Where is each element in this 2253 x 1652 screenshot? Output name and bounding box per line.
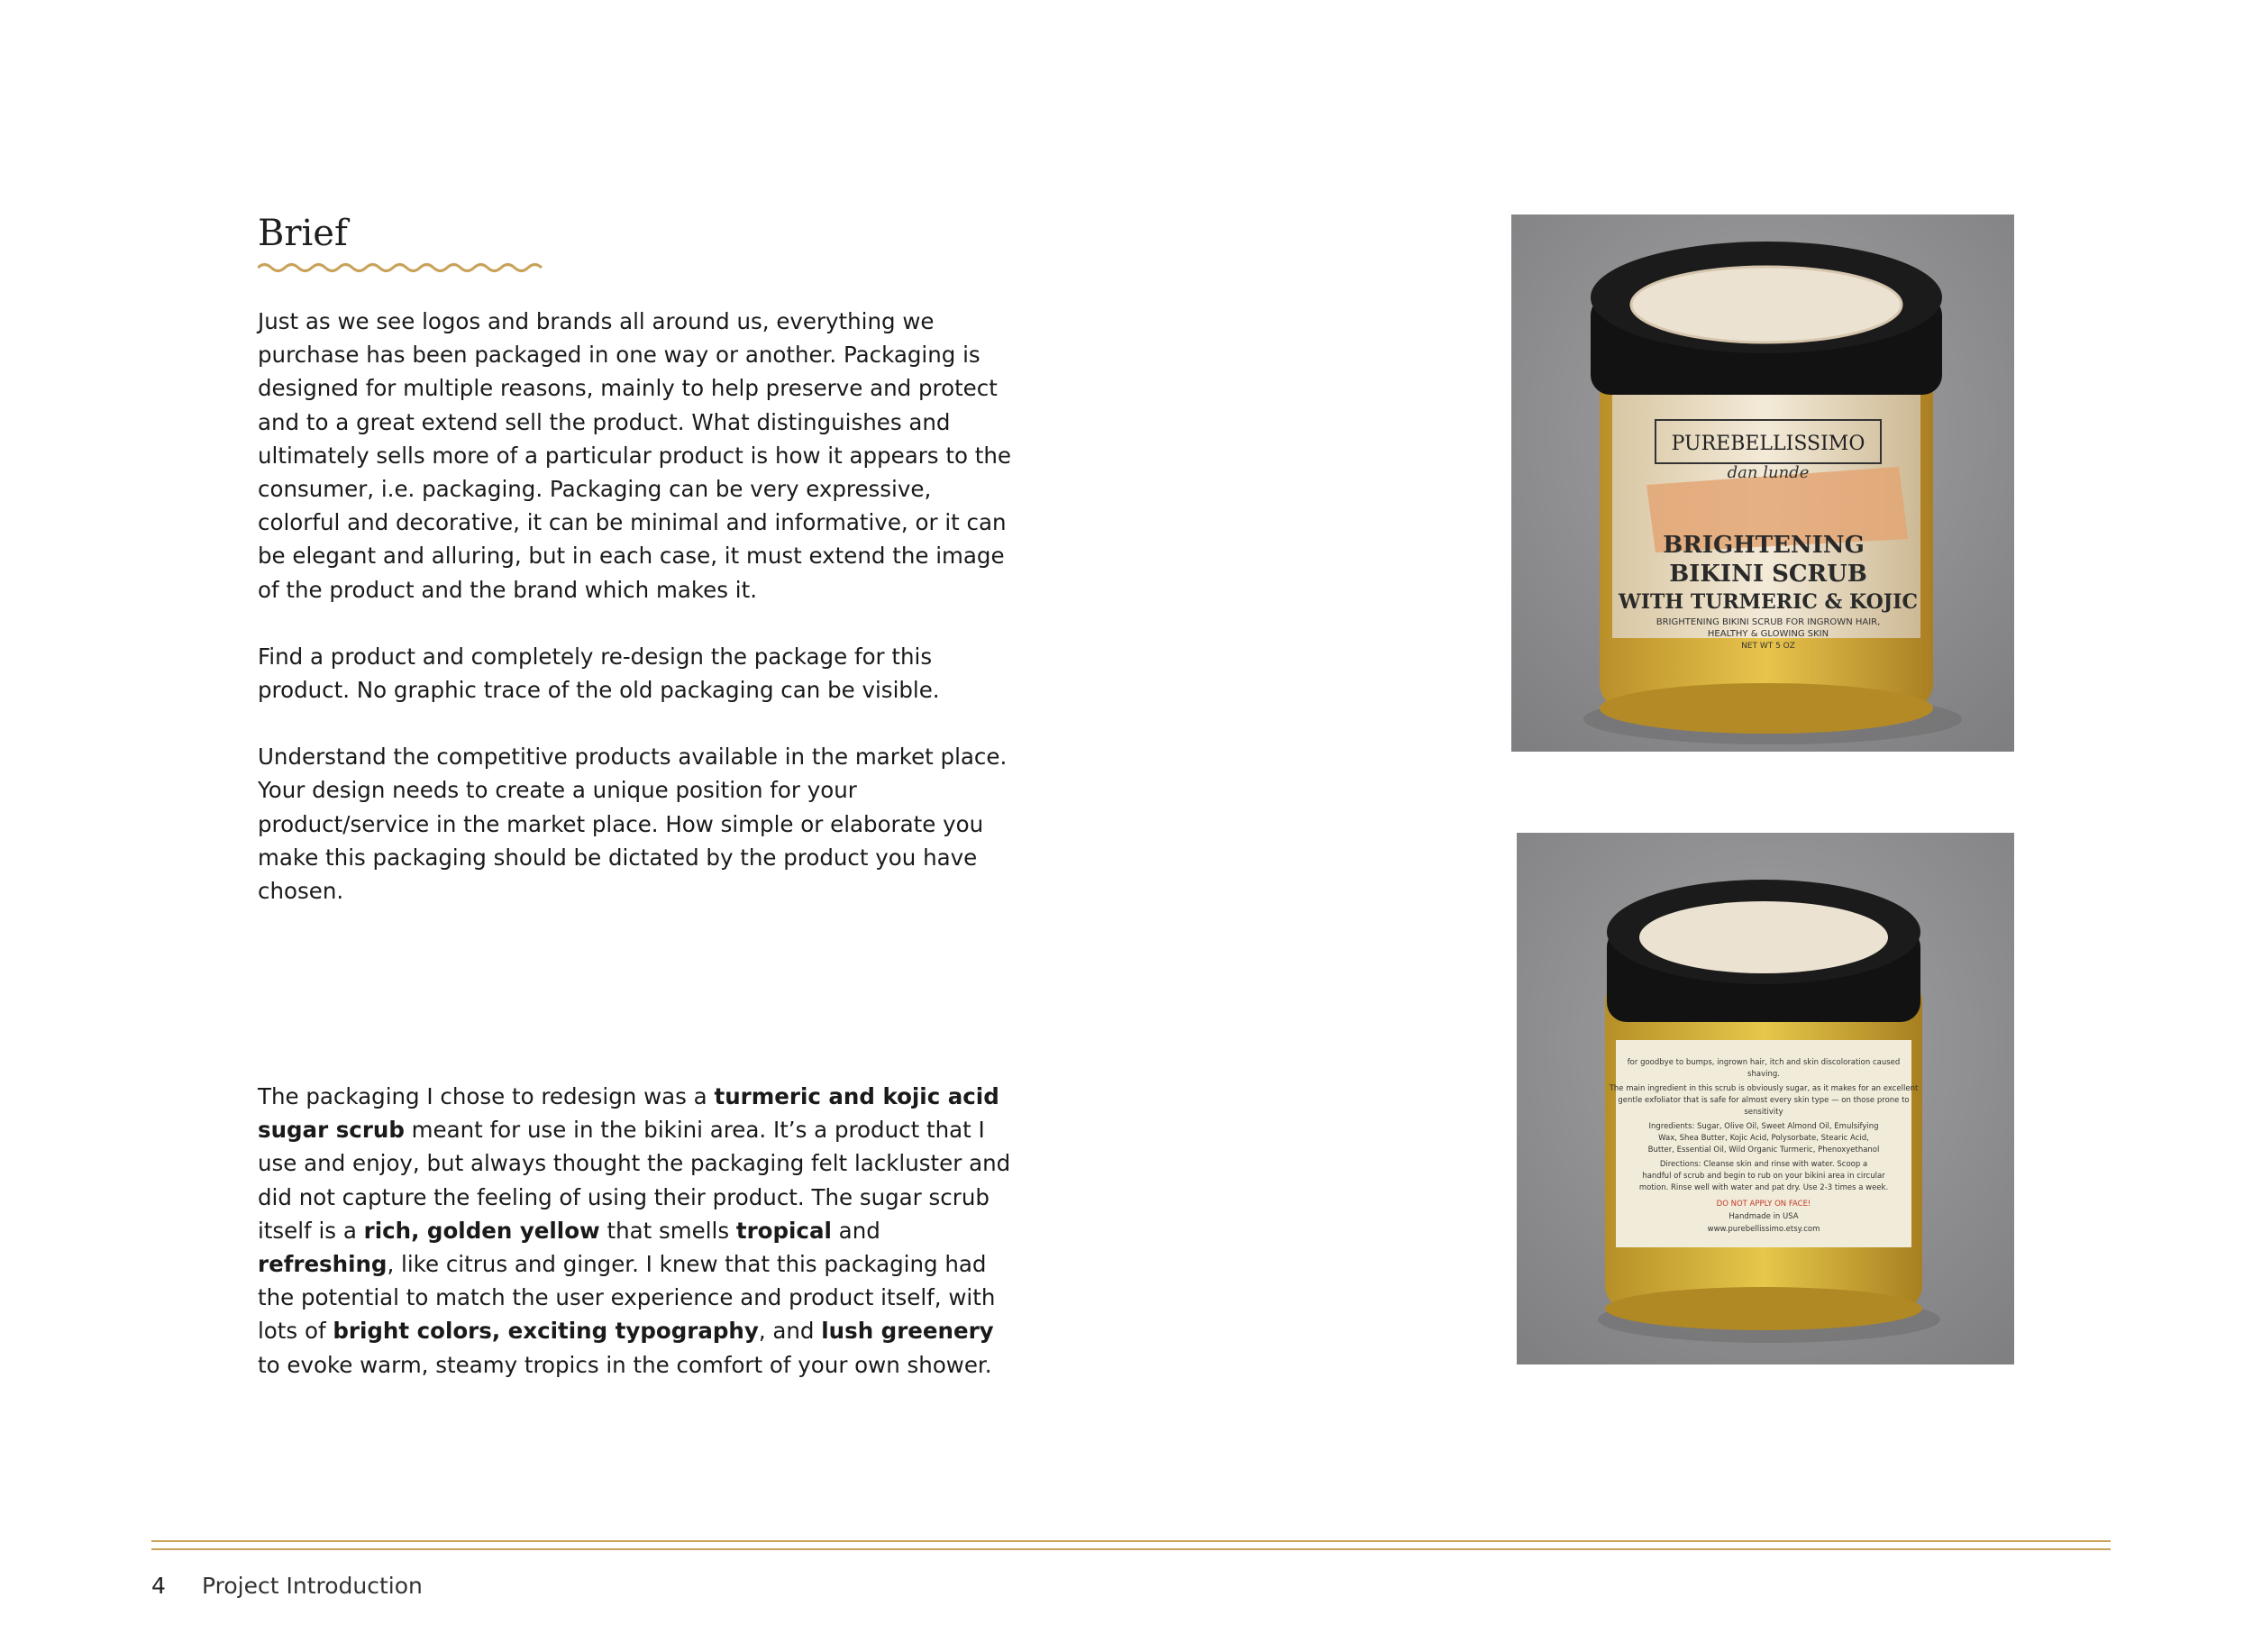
svg-text:Butter, Essential Oil, Wild Or: Butter, Essential Oil, Wild Organic Turmeric, Phenoxyethanol [1647, 1145, 1880, 1155]
product-intro-text [258, 1080, 1015, 1415]
svg-text:shaving.: shaving. [1747, 1070, 1780, 1079]
brief-text [258, 305, 1015, 941]
jar-sub-1: BRIGHTENING BIKINI SCRUB FOR INGROWN HAIR, [1656, 617, 1881, 627]
product-intro-paragraph: The packaging I chose to redesign was a turmeric and kojic acid sugar scrub meant for use in the bikini area. It’s a product that I use and enjoy, but always thought the packaging felt lackluster and did not capture the feeling of using their product. The sugar scrub itself is a rich, golden yellow that smells tropical and refreshing, like citrus and ginger. I knew that this packaging had the potential to match the user experience and product itself, with lots of bright colors, exciting typography, and lush greenery to evoke warm, steamy tropics in the comfort of your own shower. [258, 1083, 1011, 1378]
jar-front-illustration [1511, 214, 2014, 752]
svg-text:Ingredients: Sugar, Olive Oil,: Ingredients: Sugar, Olive Oil, Sweet Almond Oil, Emulsifying [1648, 1122, 1879, 1131]
svg-text:The main ingredient in this sc: The main ingredient in this scrub is obviously sugar, as it makes for an excellent [1609, 1084, 1919, 1093]
jar-net-weight: NET WT 5 OZ [1741, 642, 1795, 651]
svg-text:www.purebellissimo.etsy.com: www.purebellissimo.etsy.com [1707, 1225, 1820, 1234]
svg-text:motion. Rinse well with water: motion. Rinse well with water and pat dry. Use 2-3 times a week. [1638, 1183, 1889, 1192]
jar-sub-2: HEALTHY & GLOWING SKIN [1707, 629, 1829, 639]
footer-rule-bottom [151, 1548, 2111, 1550]
svg-text:for goodbye to bumps, ingrown: for goodbye to bumps, ingrown hair, itch and skin discoloration caused [1627, 1058, 1901, 1067]
product-photo-back [1517, 833, 2014, 1364]
wavy-underline [258, 261, 543, 274]
svg-text:handful of scrub and begin to: handful of scrub and begin to rub on your bikini area in circular [1642, 1172, 1885, 1181]
product-photo-front [1511, 214, 2014, 752]
footer-rule-top [151, 1540, 2111, 1542]
jar-back-illustration [1517, 833, 2014, 1364]
svg-text:DO NOT APPLY ON FACE!: DO NOT APPLY ON FACE! [1716, 1200, 1811, 1209]
jar-line-1: BRIGHTENING [1663, 532, 1865, 559]
svg-text:gentle exfoliator that is safe: gentle exfoliator that is safe for almost every skin type — on those prone to [1618, 1096, 1910, 1105]
svg-text:sensitivity: sensitivity [1744, 1108, 1783, 1117]
brief-paragraph-3: Understand the competitive products available in the market place. Your design needs to create a unique position for your product/service in the market place. How simple or elaborate you make this packaging should be dictated by the product you have chosen. [258, 744, 1008, 905]
svg-text:Wax, Shea Butter, Kojic Acid,: Wax, Shea Butter, Kojic Acid, Polysorbate, Stearic Acid, [1658, 1134, 1869, 1143]
page-number: 4 [151, 1573, 166, 1599]
svg-text:Handmade in USA: Handmade in USA [1729, 1212, 1799, 1221]
jar-line-3: WITH TURMERIC & KOJIC [1619, 590, 1918, 614]
section-title: Brief [258, 213, 348, 254]
svg-text:Directions: Cleanse skin and r: Directions: Cleanse skin and rinse with water. Scoop a [1659, 1160, 1868, 1169]
brief-paragraph-1: Just as we see logos and brands all around us, everything we purchase has been packaged in one way or another. Packaging is designed for multiple reasons, mainly to help preserve and protect and to a great extend sell the product. What distinguishes and ultimately sells more of a particular product is how it appears to the consumer, i.e. packaging. Packaging can be very expressive, colorful and decorative, it can be minimal and informative, or it can be elegant and alluring, but in each case, it must extend the image of the product and the brand which makes it. [258, 308, 1011, 603]
brief-paragraph-2: Find a product and completely re-design the package for this product. No graphic trace of the old packaging can be visible. [258, 643, 940, 704]
footer-section-label: Project Introduction [202, 1573, 423, 1599]
jar-script: dan lunde [1727, 463, 1810, 482]
jar-brand: PUREBELLISSIMO [1671, 433, 1865, 455]
jar-line-2: BIKINI SCRUB [1669, 561, 1867, 588]
